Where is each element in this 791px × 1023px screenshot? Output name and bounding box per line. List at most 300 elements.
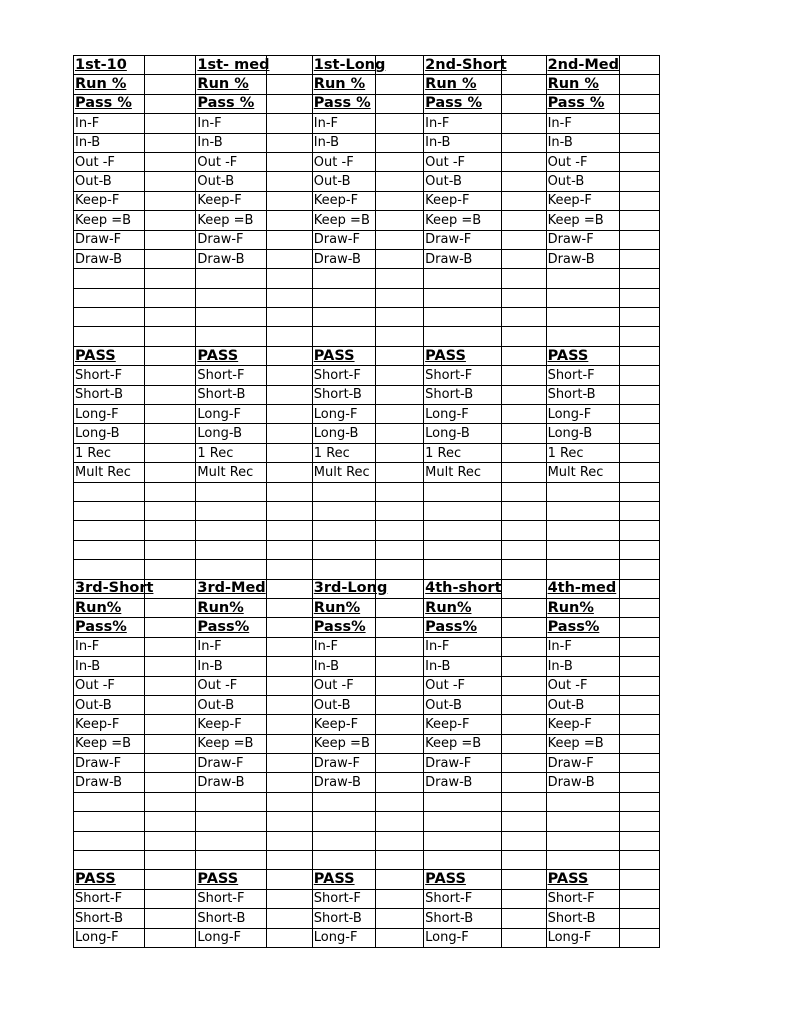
label-cell[interactable] (196, 812, 266, 831)
label-cell[interactable] (546, 851, 619, 870)
value-cell[interactable] (266, 540, 312, 559)
value-cell[interactable] (266, 637, 312, 656)
subheader-cell[interactable]: Run % (74, 75, 145, 94)
subheader-cell[interactable]: PASS (424, 870, 502, 889)
label-cell[interactable] (424, 851, 502, 870)
value-cell[interactable] (619, 249, 659, 268)
subheader-cell[interactable]: Pass % (312, 94, 375, 113)
value-cell[interactable] (145, 928, 196, 947)
label-cell[interactable]: Long-B (74, 424, 145, 443)
label-cell[interactable]: Long-F (196, 405, 266, 424)
value-cell[interactable] (619, 909, 659, 928)
label-cell[interactable] (424, 288, 502, 307)
value-cell[interactable] (145, 463, 196, 482)
value-cell[interactable] (502, 424, 546, 443)
value-cell[interactable] (266, 114, 312, 133)
value-cell[interactable] (502, 463, 546, 482)
label-cell[interactable]: Out-B (424, 172, 502, 191)
label-cell[interactable]: Keep =B (424, 734, 502, 753)
label-cell[interactable] (74, 521, 145, 540)
value-cell[interactable] (502, 152, 546, 171)
value-cell[interactable] (145, 482, 196, 501)
subheader-cell[interactable]: PASS (196, 346, 266, 365)
value-cell[interactable] (266, 579, 312, 598)
value-cell[interactable] (502, 851, 546, 870)
label-cell[interactable]: Out-B (312, 695, 375, 714)
value-cell[interactable] (266, 889, 312, 908)
label-cell[interactable]: Draw-B (424, 249, 502, 268)
value-cell[interactable] (502, 754, 546, 773)
label-cell[interactable]: In-F (312, 637, 375, 656)
value-cell[interactable] (145, 249, 196, 268)
value-cell[interactable] (145, 405, 196, 424)
value-cell[interactable] (145, 851, 196, 870)
value-cell[interactable] (619, 463, 659, 482)
value-cell[interactable] (376, 94, 424, 113)
value-cell[interactable] (376, 792, 424, 811)
value-cell[interactable] (266, 501, 312, 520)
label-cell[interactable]: Short-F (196, 366, 266, 385)
subheader-cell[interactable]: PASS (424, 346, 502, 365)
label-cell[interactable]: In-B (196, 133, 266, 152)
value-cell[interactable] (145, 75, 196, 94)
value-cell[interactable] (502, 792, 546, 811)
subheader-cell[interactable]: Run% (196, 598, 266, 617)
subheader-cell[interactable]: Run% (312, 598, 375, 617)
value-cell[interactable] (145, 734, 196, 753)
value-cell[interactable] (376, 172, 424, 191)
value-cell[interactable] (376, 230, 424, 249)
value-cell[interactable] (266, 792, 312, 811)
value-cell[interactable] (145, 308, 196, 327)
label-cell[interactable] (312, 851, 375, 870)
value-cell[interactable] (619, 308, 659, 327)
label-cell[interactable] (546, 269, 619, 288)
label-cell[interactable]: Short-B (424, 909, 502, 928)
label-cell[interactable]: Short-F (424, 366, 502, 385)
label-cell[interactable]: Out-B (546, 695, 619, 714)
subheader-cell[interactable]: Run% (74, 598, 145, 617)
label-cell[interactable] (424, 501, 502, 520)
label-cell[interactable]: Draw-F (424, 230, 502, 249)
value-cell[interactable] (376, 366, 424, 385)
label-cell[interactable]: Short-F (546, 366, 619, 385)
label-cell[interactable]: Keep =B (196, 734, 266, 753)
value-cell[interactable] (266, 657, 312, 676)
label-cell[interactable]: In-B (74, 657, 145, 676)
label-cell[interactable]: Short-F (74, 366, 145, 385)
subheader-cell[interactable]: PASS (312, 346, 375, 365)
value-cell[interactable] (376, 734, 424, 753)
label-cell[interactable] (312, 327, 375, 346)
value-cell[interactable] (619, 851, 659, 870)
label-cell[interactable] (424, 812, 502, 831)
label-cell[interactable]: Keep-F (424, 715, 502, 734)
label-cell[interactable] (196, 482, 266, 501)
label-cell[interactable] (196, 501, 266, 520)
value-cell[interactable] (145, 424, 196, 443)
value-cell[interactable] (619, 598, 659, 617)
label-cell[interactable] (546, 288, 619, 307)
value-cell[interactable] (502, 734, 546, 753)
label-cell[interactable]: Draw-B (546, 773, 619, 792)
label-cell[interactable] (74, 482, 145, 501)
label-cell[interactable] (74, 560, 145, 579)
value-cell[interactable] (376, 637, 424, 656)
column-header-cell[interactable]: 4th-short (424, 579, 502, 598)
label-cell[interactable]: Long-F (312, 928, 375, 947)
value-cell[interactable] (376, 114, 424, 133)
value-cell[interactable] (502, 695, 546, 714)
label-cell[interactable]: Keep =B (74, 211, 145, 230)
value-cell[interactable] (502, 249, 546, 268)
label-cell[interactable]: Draw-F (546, 230, 619, 249)
value-cell[interactable] (619, 211, 659, 230)
label-cell[interactable]: Long-B (546, 424, 619, 443)
label-cell[interactable]: Out -F (74, 676, 145, 695)
value-cell[interactable] (619, 812, 659, 831)
label-cell[interactable]: Keep =B (546, 734, 619, 753)
value-cell[interactable] (502, 657, 546, 676)
label-cell[interactable] (196, 540, 266, 559)
value-cell[interactable] (376, 327, 424, 346)
value-cell[interactable] (502, 308, 546, 327)
value-cell[interactable] (145, 870, 196, 889)
value-cell[interactable] (502, 540, 546, 559)
value-cell[interactable] (266, 598, 312, 617)
column-header-cell[interactable]: 1st-10 (74, 56, 145, 75)
value-cell[interactable] (145, 327, 196, 346)
value-cell[interactable] (145, 269, 196, 288)
subheader-cell[interactable]: Pass% (312, 618, 375, 637)
value-cell[interactable] (502, 560, 546, 579)
value-cell[interactable] (619, 928, 659, 947)
value-cell[interactable] (145, 346, 196, 365)
label-cell[interactable]: In-B (424, 133, 502, 152)
value-cell[interactable] (619, 269, 659, 288)
label-cell[interactable] (424, 560, 502, 579)
value-cell[interactable] (145, 618, 196, 637)
value-cell[interactable] (145, 637, 196, 656)
value-cell[interactable] (502, 385, 546, 404)
value-cell[interactable] (376, 269, 424, 288)
value-cell[interactable] (145, 657, 196, 676)
value-cell[interactable] (502, 211, 546, 230)
value-cell[interactable] (145, 715, 196, 734)
value-cell[interactable] (502, 773, 546, 792)
value-cell[interactable] (376, 191, 424, 210)
label-cell[interactable] (312, 560, 375, 579)
label-cell[interactable] (74, 308, 145, 327)
value-cell[interactable] (619, 792, 659, 811)
value-cell[interactable] (145, 114, 196, 133)
label-cell[interactable]: In-F (312, 114, 375, 133)
value-cell[interactable] (266, 230, 312, 249)
value-cell[interactable] (266, 211, 312, 230)
value-cell[interactable] (145, 172, 196, 191)
value-cell[interactable] (266, 521, 312, 540)
value-cell[interactable] (502, 75, 546, 94)
value-cell[interactable] (619, 152, 659, 171)
label-cell[interactable]: Out-B (546, 172, 619, 191)
value-cell[interactable] (266, 443, 312, 462)
value-cell[interactable] (376, 346, 424, 365)
value-cell[interactable] (266, 695, 312, 714)
column-header-cell[interactable]: 3rd-Short (74, 579, 145, 598)
value-cell[interactable] (145, 443, 196, 462)
value-cell[interactable] (376, 715, 424, 734)
value-cell[interactable] (266, 831, 312, 850)
label-cell[interactable]: Keep =B (546, 211, 619, 230)
value-cell[interactable] (145, 191, 196, 210)
value-cell[interactable] (502, 521, 546, 540)
label-cell[interactable]: In-F (424, 637, 502, 656)
column-header-cell[interactable]: 3rd-Med (196, 579, 266, 598)
subheader-cell[interactable]: Pass% (424, 618, 502, 637)
label-cell[interactable]: Draw-F (196, 230, 266, 249)
label-cell[interactable]: Draw-F (312, 230, 375, 249)
value-cell[interactable] (145, 521, 196, 540)
value-cell[interactable] (619, 734, 659, 753)
value-cell[interactable] (266, 773, 312, 792)
label-cell[interactable]: In-B (312, 133, 375, 152)
value-cell[interactable] (266, 75, 312, 94)
column-header-cell[interactable]: 4th-med (546, 579, 619, 598)
label-cell[interactable] (546, 831, 619, 850)
value-cell[interactable] (266, 676, 312, 695)
label-cell[interactable] (312, 269, 375, 288)
value-cell[interactable] (502, 889, 546, 908)
label-cell[interactable] (312, 308, 375, 327)
subheader-cell[interactable]: Pass% (196, 618, 266, 637)
label-cell[interactable]: Short-F (196, 889, 266, 908)
subheader-cell[interactable]: PASS (74, 870, 145, 889)
label-cell[interactable]: Short-B (546, 909, 619, 928)
value-cell[interactable] (502, 56, 546, 75)
value-cell[interactable] (619, 288, 659, 307)
label-cell[interactable]: 1 Rec (196, 443, 266, 462)
label-cell[interactable]: In-F (424, 114, 502, 133)
value-cell[interactable] (145, 909, 196, 928)
label-cell[interactable]: Short-B (312, 909, 375, 928)
value-cell[interactable] (145, 676, 196, 695)
label-cell[interactable]: Keep =B (312, 734, 375, 753)
value-cell[interactable] (145, 754, 196, 773)
label-cell[interactable] (546, 540, 619, 559)
value-cell[interactable] (145, 56, 196, 75)
subheader-cell[interactable]: PASS (312, 870, 375, 889)
label-cell[interactable] (312, 540, 375, 559)
label-cell[interactable]: Long-F (546, 405, 619, 424)
value-cell[interactable] (502, 230, 546, 249)
value-cell[interactable] (619, 715, 659, 734)
label-cell[interactable] (546, 521, 619, 540)
value-cell[interactable] (145, 773, 196, 792)
label-cell[interactable] (546, 812, 619, 831)
value-cell[interactable] (145, 812, 196, 831)
label-cell[interactable] (196, 831, 266, 850)
value-cell[interactable] (145, 94, 196, 113)
value-cell[interactable] (502, 133, 546, 152)
value-cell[interactable] (502, 928, 546, 947)
label-cell[interactable] (312, 521, 375, 540)
value-cell[interactable] (266, 754, 312, 773)
value-cell[interactable] (145, 133, 196, 152)
label-cell[interactable]: Keep-F (196, 191, 266, 210)
label-cell[interactable]: Short-F (424, 889, 502, 908)
value-cell[interactable] (376, 754, 424, 773)
value-cell[interactable] (145, 385, 196, 404)
label-cell[interactable]: Out -F (312, 676, 375, 695)
value-cell[interactable] (619, 424, 659, 443)
column-header-cell[interactable]: 2nd-Med (546, 56, 619, 75)
value-cell[interactable] (619, 56, 659, 75)
label-cell[interactable]: Mult Rec (196, 463, 266, 482)
value-cell[interactable] (619, 695, 659, 714)
label-cell[interactable] (196, 269, 266, 288)
label-cell[interactable] (312, 288, 375, 307)
label-cell[interactable]: Long-F (74, 928, 145, 947)
label-cell[interactable]: Out-B (74, 172, 145, 191)
value-cell[interactable] (376, 405, 424, 424)
label-cell[interactable]: Draw-B (546, 249, 619, 268)
value-cell[interactable] (376, 211, 424, 230)
value-cell[interactable] (266, 405, 312, 424)
value-cell[interactable] (376, 482, 424, 501)
label-cell[interactable] (74, 540, 145, 559)
value-cell[interactable] (619, 831, 659, 850)
label-cell[interactable]: Short-F (546, 889, 619, 908)
value-cell[interactable] (502, 870, 546, 889)
value-cell[interactable] (145, 792, 196, 811)
label-cell[interactable]: Draw-B (424, 773, 502, 792)
subheader-cell[interactable]: PASS (546, 870, 619, 889)
value-cell[interactable] (145, 560, 196, 579)
value-cell[interactable] (619, 366, 659, 385)
value-cell[interactable] (376, 75, 424, 94)
label-cell[interactable]: In-F (546, 114, 619, 133)
value-cell[interactable] (145, 152, 196, 171)
label-cell[interactable]: Draw-B (74, 249, 145, 268)
label-cell[interactable] (74, 831, 145, 850)
value-cell[interactable] (145, 366, 196, 385)
value-cell[interactable] (266, 288, 312, 307)
value-cell[interactable] (619, 521, 659, 540)
value-cell[interactable] (266, 308, 312, 327)
value-cell[interactable] (376, 560, 424, 579)
value-cell[interactable] (376, 133, 424, 152)
value-cell[interactable] (376, 851, 424, 870)
label-cell[interactable]: Draw-F (74, 230, 145, 249)
value-cell[interactable] (376, 540, 424, 559)
label-cell[interactable]: Short-F (312, 366, 375, 385)
value-cell[interactable] (502, 831, 546, 850)
subheader-cell[interactable]: Pass % (74, 94, 145, 113)
label-cell[interactable]: Long-F (74, 405, 145, 424)
value-cell[interactable] (376, 618, 424, 637)
subheader-cell[interactable]: Pass % (546, 94, 619, 113)
subheader-cell[interactable]: Run% (546, 598, 619, 617)
value-cell[interactable] (266, 715, 312, 734)
value-cell[interactable] (502, 618, 546, 637)
label-cell[interactable]: In-B (546, 133, 619, 152)
value-cell[interactable] (502, 579, 546, 598)
label-cell[interactable]: Short-B (196, 385, 266, 404)
label-cell[interactable]: Draw-F (196, 754, 266, 773)
value-cell[interactable] (266, 133, 312, 152)
value-cell[interactable] (619, 191, 659, 210)
label-cell[interactable]: Short-F (74, 889, 145, 908)
value-cell[interactable] (502, 715, 546, 734)
label-cell[interactable] (312, 482, 375, 501)
column-header-cell[interactable]: 1st-Long (312, 56, 375, 75)
label-cell[interactable] (424, 521, 502, 540)
value-cell[interactable] (619, 75, 659, 94)
label-cell[interactable]: Short-B (74, 909, 145, 928)
value-cell[interactable] (376, 385, 424, 404)
label-cell[interactable]: Short-B (546, 385, 619, 404)
subheader-cell[interactable]: Pass % (196, 94, 266, 113)
label-cell[interactable] (424, 308, 502, 327)
label-cell[interactable]: Draw-B (196, 249, 266, 268)
value-cell[interactable] (619, 618, 659, 637)
label-cell[interactable] (424, 327, 502, 346)
label-cell[interactable] (424, 269, 502, 288)
label-cell[interactable] (424, 831, 502, 850)
label-cell[interactable] (74, 812, 145, 831)
label-cell[interactable]: Long-B (312, 424, 375, 443)
value-cell[interactable] (376, 152, 424, 171)
label-cell[interactable]: In-F (196, 637, 266, 656)
label-cell[interactable] (74, 327, 145, 346)
label-cell[interactable]: 1 Rec (424, 443, 502, 462)
value-cell[interactable] (502, 501, 546, 520)
value-cell[interactable] (266, 618, 312, 637)
value-cell[interactable] (619, 637, 659, 656)
value-cell[interactable] (376, 928, 424, 947)
value-cell[interactable] (619, 443, 659, 462)
label-cell[interactable]: Out -F (546, 676, 619, 695)
label-cell[interactable]: 1 Rec (546, 443, 619, 462)
label-cell[interactable]: Keep-F (546, 715, 619, 734)
label-cell[interactable]: Keep-F (424, 191, 502, 210)
label-cell[interactable]: Long-F (424, 405, 502, 424)
value-cell[interactable] (502, 637, 546, 656)
label-cell[interactable] (546, 308, 619, 327)
label-cell[interactable] (312, 501, 375, 520)
label-cell[interactable] (196, 327, 266, 346)
label-cell[interactable]: In-F (546, 637, 619, 656)
value-cell[interactable] (502, 114, 546, 133)
label-cell[interactable] (74, 501, 145, 520)
label-cell[interactable]: Out-B (424, 695, 502, 714)
value-cell[interactable] (266, 269, 312, 288)
label-cell[interactable] (546, 501, 619, 520)
value-cell[interactable] (266, 191, 312, 210)
value-cell[interactable] (376, 831, 424, 850)
value-cell[interactable] (619, 230, 659, 249)
subheader-cell[interactable]: Run % (312, 75, 375, 94)
label-cell[interactable]: Mult Rec (74, 463, 145, 482)
value-cell[interactable] (266, 249, 312, 268)
value-cell[interactable] (619, 482, 659, 501)
label-cell[interactable]: Keep-F (196, 715, 266, 734)
value-cell[interactable] (376, 695, 424, 714)
value-cell[interactable] (266, 346, 312, 365)
value-cell[interactable] (266, 327, 312, 346)
value-cell[interactable] (145, 598, 196, 617)
label-cell[interactable]: Keep =B (196, 211, 266, 230)
